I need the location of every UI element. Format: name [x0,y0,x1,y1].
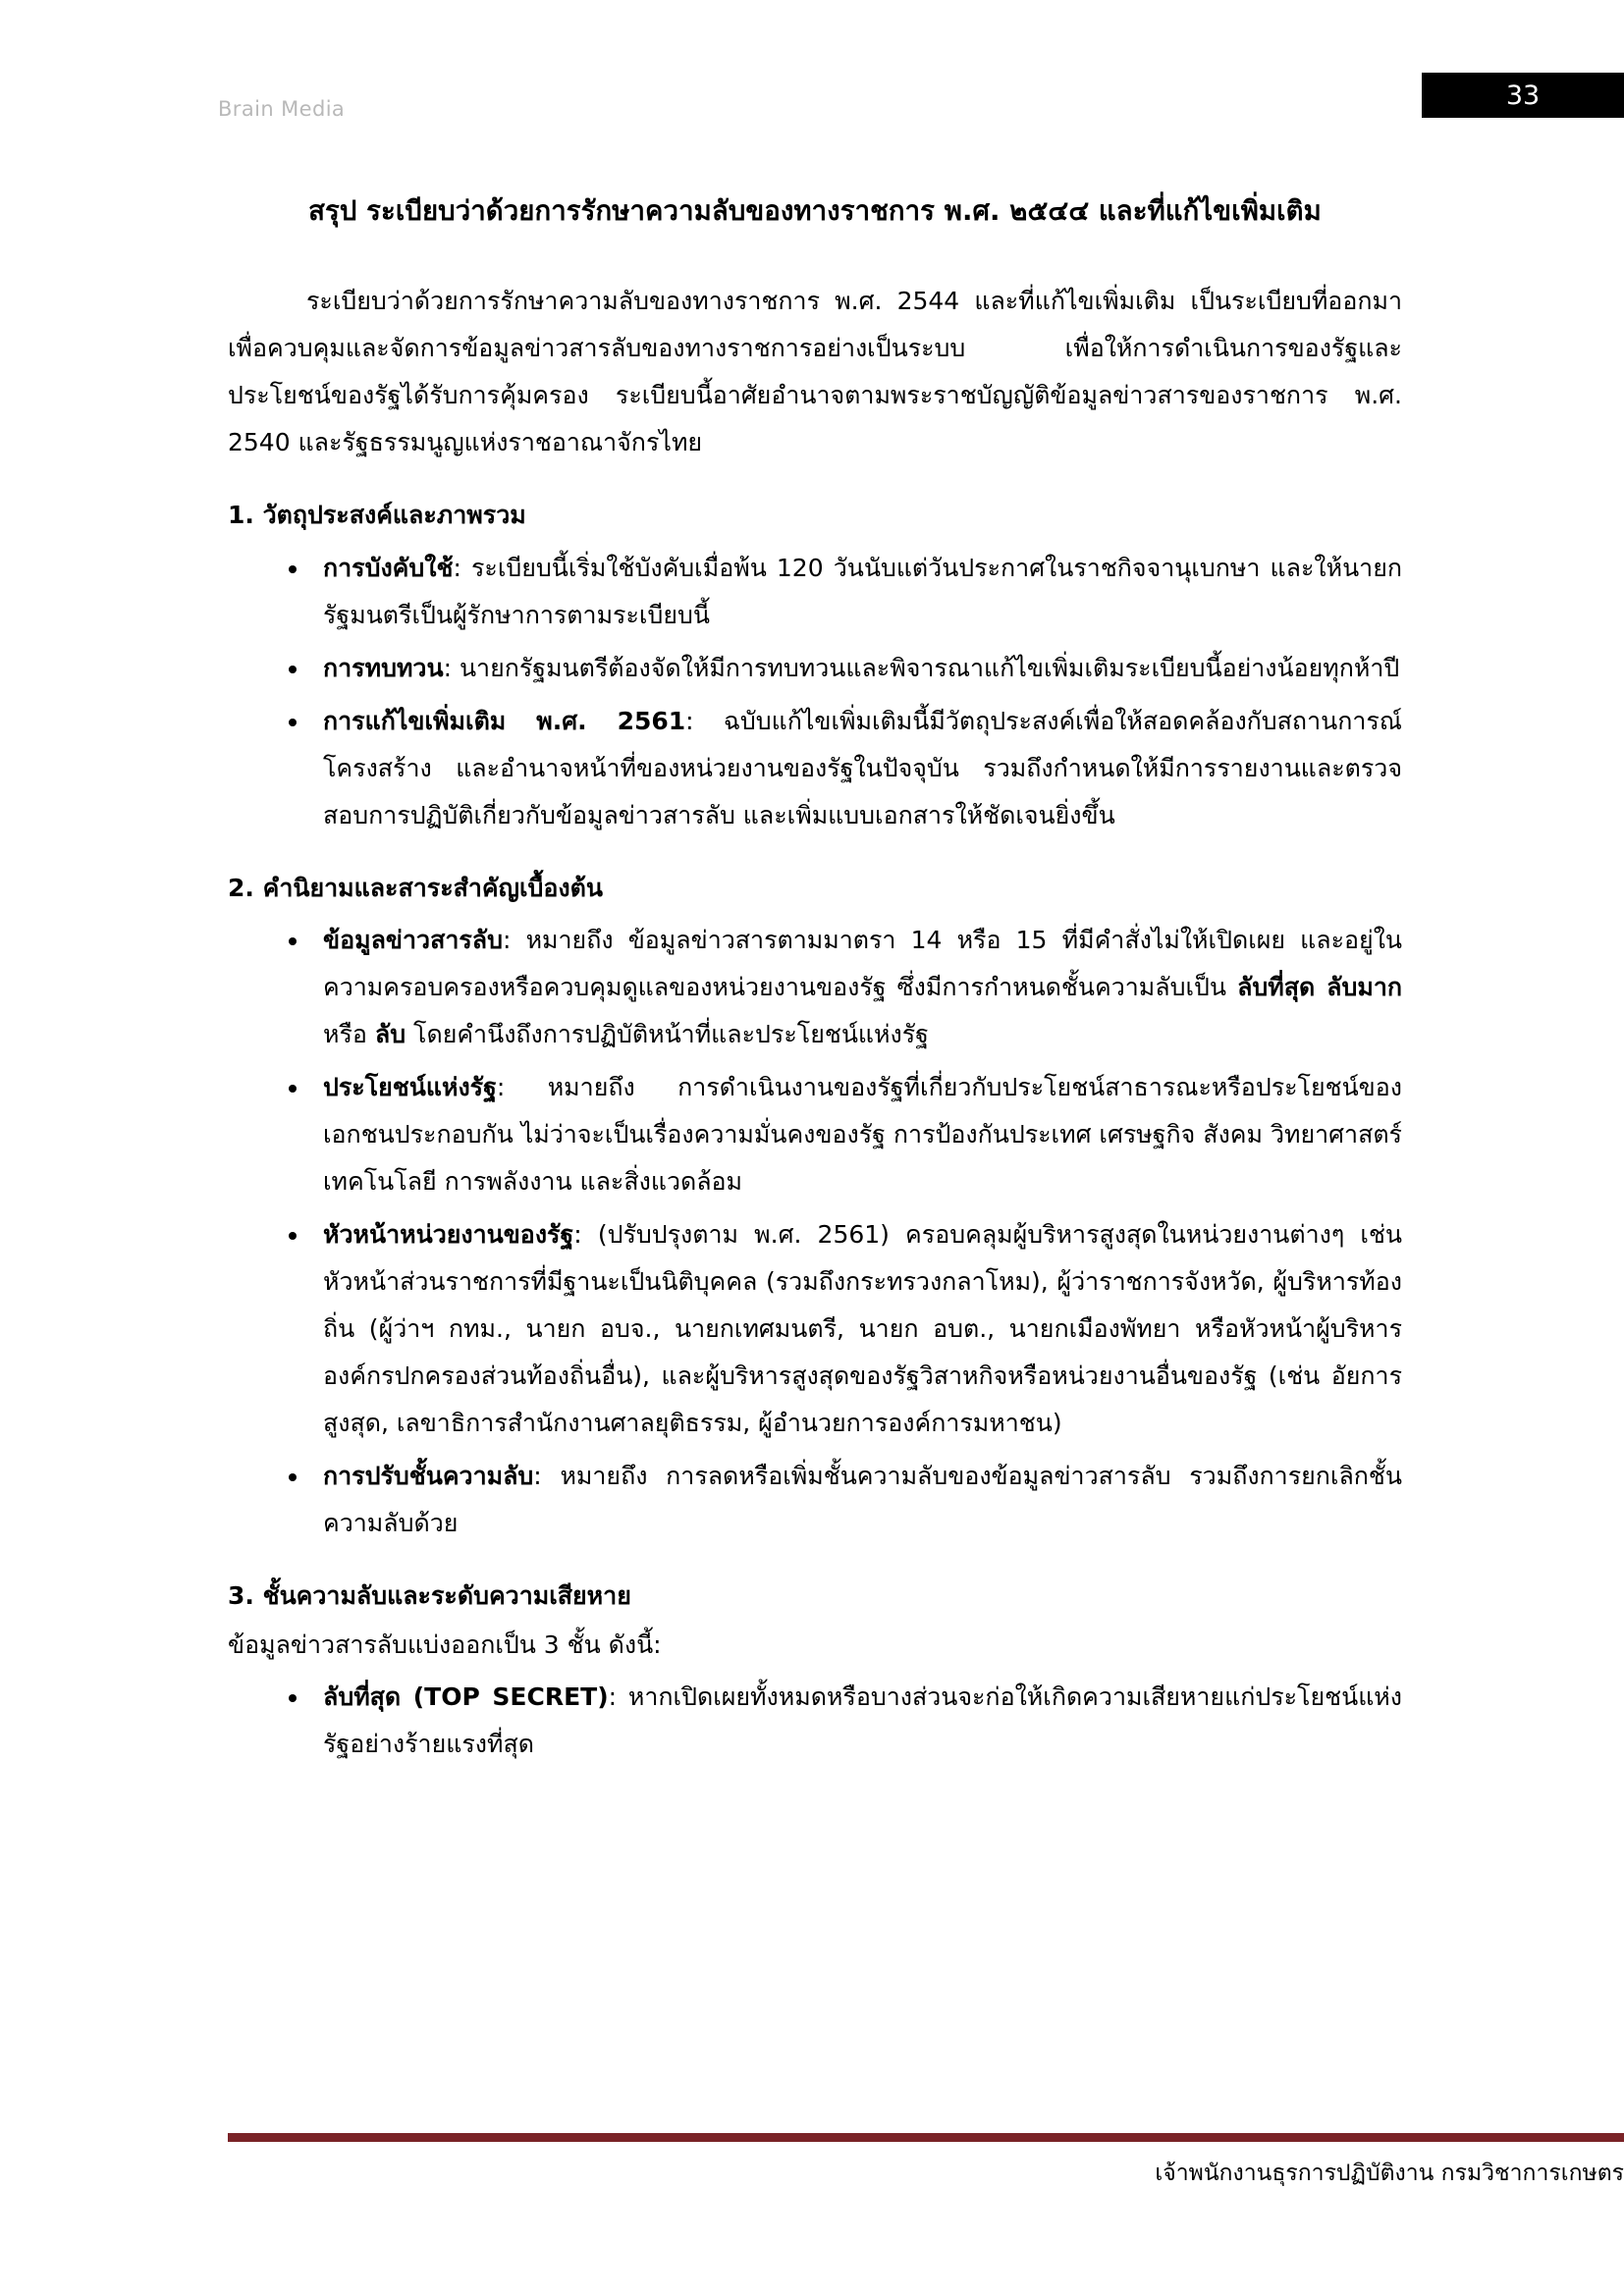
page-title: สรุป ระเบียบว่าด้วยการรักษาความลับของทางราชการ พ.ศ. ๒๕๔๔ และที่แก้ไขเพิ่มเติม [308,195,1322,227]
bullet-term: ลับที่สุด (TOP SECRET) [323,1682,609,1712]
bullet-text: หมายถึง ข้อมูลข่าวสารตามมาตรา 14 หรือ 15 ที่มีคำสั่งไม่ให้เปิดเผย และอยู่ในความครอบครองหรือควบคุมดูแลของหน่วยงานของรัฐ ซึ่งมีการกำหนดชั้นความลับเป็น [323,926,1402,1002]
list-item [228,1064,1402,1205]
bullet-term: การแก้ไขเพิ่มเติม พ.ศ. 2561 [323,706,686,735]
list-item [228,545,1402,639]
list-item [228,645,1402,692]
section-2-bullet-list [228,917,1402,1547]
footer-divider [228,2133,1624,2142]
bullet-term: การปรับชั้นความลับ [323,1462,534,1491]
bullet-text-tail: โดยคำนึงถึงการปฏิบัติหน้าที่และประโยชน์แห่งรัฐ [406,1020,929,1049]
document-body [228,192,1402,1768]
bullet-term: การบังคับใช้ [323,553,454,582]
bullet-text: หากเปิดเผยทั้งหมดหรือบางส่วนจะก่อให้เกิดความเสียหายแก่ประโยชน์แห่งรัฐอย่างร้ายแรงที่สุด [323,1682,1402,1759]
bullet-term: ข้อมูลข่าวสารลับ [323,926,503,955]
bullet-text: (ปรับปรุงตาม พ.ศ. 2561) ครอบคลุมผู้บริหารสูงสุดในหน่วยงานต่างๆ เช่น หัวหน้าส่วนราชการที่มีฐานะเป็นนิติบุคคล (รวมถึงกระทรวงกลาโหม), ผู้ว่าราชการจังหวัด, ผู้บริหารท้องถิ่น (ผู้ว่าฯ กทม., นายก อบจ., นายกเทศมนตรี, นายก อบต., นายกเมืองพัทยา หรือหัวหน้าผู้บริหารองค์กรปกครองส่วนท้องถิ่นอื่น), และผู้บริหารสูงสุดของรัฐวิสาหกิจหรือหน่วยงานอื่นของรัฐ (เช่น อัยการสูงสุด, เลขาธิการสำนักงานศาลยุติธรรม, ผู้อำนวยการองค์การมหาชน) [323,1220,1403,1438]
section-heading-3: 3. ชั้นความลับและระดับความเสียหาย [228,1581,631,1611]
footer-note: เจ้าพนักงานธุรการปฏิบัติงาน กรมวิชาการเกษตร [1155,2161,1624,2186]
bullet-text-mid: หรือ [323,1020,375,1049]
bullet-text: ระเบียบนี้เริ่มใช้บังคับเมื่อพ้น 120 วันนับแต่วันประกาศในราชกิจจานุเบกษา และให้นายกรัฐมนตรีเป็นผู้รักษาการตามระเบียบนี้ [323,553,1402,629]
list-item [228,917,1402,1058]
bullet-text: นายกรัฐมนตรีต้องจัดให้มีการทบทวนและพิจารณาแก้ไขเพิ่มเติมระเบียบนี้อย่างน้อยทุกห้าปี [459,653,1400,682]
bullet-text: ฉบับแก้ไขเพิ่มเติมนี้มีวัตถุประสงค์เพื่อให้สอดคล้องกับสถานการณ์ โครงสร้าง และอำนาจหน้าที่ของหน่วยงานของรัฐในปัจจุบัน รวมถึงกำหนดให้มีการรายงานและตรวจสอบการปฏิบัติเกี่ยวกับข้อมูลข่าวสารลับ และเพิ่มแบบเอกสารให้ชัดเจนยิ่งขึ้น [323,706,1402,829]
bullet-separator: : [443,653,460,682]
page-header [0,0,1624,157]
bullet-separator: : [502,926,526,955]
bullet-emphasis-1: ลับที่สุด ลับมาก [1237,973,1402,1002]
bullet-text: หมายถึง การลดหรือเพิ่มชั้นความลับของข้อมูลข่าวสารลับ รวมถึงการยกเลิกชั้นความลับด้วย [323,1462,1402,1538]
bullet-term: การทบทวน [323,653,444,682]
bullet-term: หัวหน้าหน่วยงานของรัฐ [323,1220,574,1250]
bullet-separator: : [496,1073,548,1102]
section-heading-1: 1. วัตถุประสงค์และภาพรวม [228,501,526,530]
list-item [228,698,1402,839]
section-heading-2: 2. คำนิยามและสาระสำคัญเบื้องต้น [228,873,603,902]
bullet-separator: : [608,1682,628,1712]
bullet-separator: : [573,1220,598,1250]
intro-paragraph: ระเบียบว่าด้วยการรักษาความลับของทางราชการ พ.ศ. 2544 และที่แก้ไขเพิ่มเติม เป็นระเบียบที่ออกมาเพื่อควบคุมและจัดการข้อมูลข่าวสารลับของทางราชการอย่างเป็นระบบ เพื่อให้การดำเนินการของรัฐและประโยชน์ของรัฐได้รับการคุ้มครอง ระเบียบนี้อาศัยอำนาจตามพระราชบัญญัติข้อมูลข่าวสารของราชการ พ.ศ. 2540 และรัฐธรรมนูญแห่งราชอาณาจักรไทย [228,287,1402,457]
bullet-text: หมายถึง การดำเนินงานของรัฐที่เกี่ยวกับประโยชน์สาธารณะหรือประโยชน์ของเอกชนประกอบกัน ไม่ว่าจะเป็นเรื่องความมั่นคงของรัฐ การป้องกันประเทศ เศรษฐกิจ สังคม วิทยาศาสตร์ เทคโนโลยี การพลังงาน และสิ่งแวดล้อม [323,1073,1402,1197]
bullet-separator: : [685,706,724,735]
list-item [228,1211,1402,1447]
section-3-bullet-list [228,1674,1402,1768]
list-item [228,1674,1402,1768]
bullet-separator: : [533,1462,561,1491]
section-1-bullet-list [228,545,1402,839]
bullet-emphasis-2: ลับ [374,1020,406,1049]
bullet-term: ประโยชน์แห่งรัฐ [323,1073,497,1102]
brand-watermark: Brain Media [218,97,346,121]
page-number-badge: 33 [1422,73,1624,118]
list-item [228,1453,1402,1547]
section-3-lead-text: ข้อมูลข่าวสารลับแบ่งออกเป็น 3 ชั้น ดังนี้: [228,1629,662,1659]
bullet-separator: : [453,553,471,582]
